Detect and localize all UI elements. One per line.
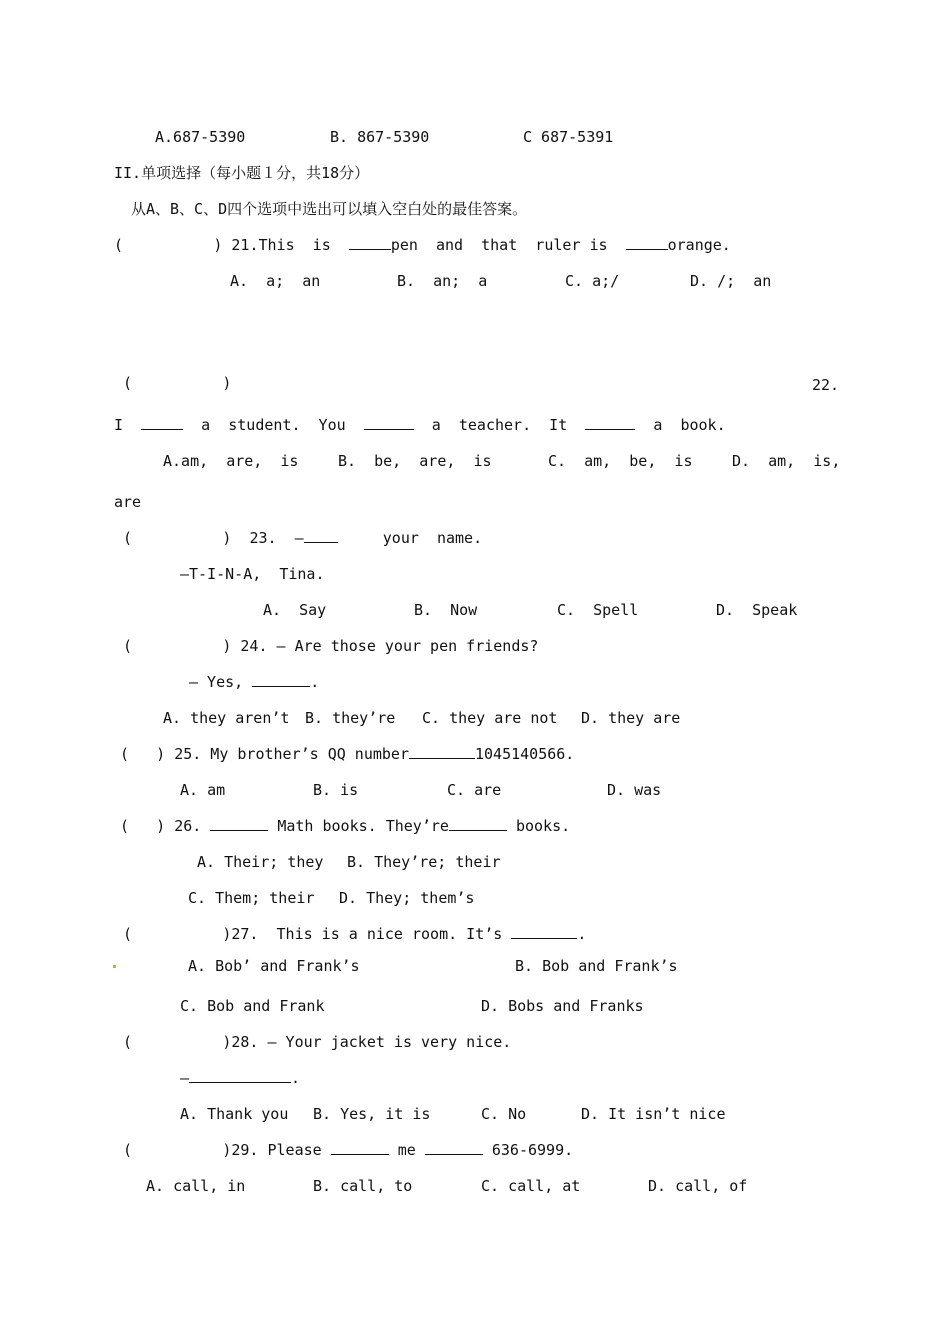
q23-stem-end: your name.: [382, 529, 483, 547]
q25-option-b: B. is: [313, 781, 359, 799]
q28-stem: [123, 1032, 511, 1052]
q25-option-d: D. was: [607, 781, 662, 799]
q26-stem: [120, 816, 570, 836]
q28-option-a: A. Thank you: [180, 1105, 289, 1123]
q20-option-a: A.687-5390: [155, 128, 246, 146]
q22-paren: ( ): [123, 374, 232, 392]
q27-option-b: B. Bob and Frank’s: [515, 957, 678, 975]
q27-blank: [511, 924, 577, 939]
q23-answer: —T-I-N-A, Tina.: [180, 565, 325, 583]
q26-blank-1: [210, 816, 268, 831]
q26-blank-2: [449, 816, 507, 831]
q22-blank-3: [585, 415, 635, 430]
q28-option-c: C. No: [481, 1105, 527, 1123]
q29-option-d: D. call, of: [648, 1177, 748, 1195]
q24-blank: [252, 672, 310, 687]
q25-option-a: A. am: [180, 781, 226, 799]
q26-stem-start: 26.: [174, 817, 211, 835]
q24-stem-text: 24. — Are those your pen friends?: [240, 637, 539, 655]
q23-paren: ( ): [123, 529, 232, 547]
q26-option-b: B. They’re; their: [347, 853, 501, 871]
q23-option-a: A. Say: [263, 601, 327, 619]
q22-option-b: B. be, are, is: [338, 452, 492, 470]
q27-stem-end: .: [577, 925, 587, 943]
q29-stem: [123, 1140, 573, 1160]
q22-part-1: I: [114, 416, 124, 434]
q21-option-b: B. an; a: [397, 272, 488, 290]
q27-option-a: A. Bob’ and Frank’s: [188, 957, 360, 975]
q21-option-c: C. a;/: [565, 272, 620, 290]
q24-option-d: D. they are: [581, 709, 681, 727]
q26-option-a: A. Their; they: [197, 853, 324, 871]
q26-stem-end: books.: [506, 817, 571, 835]
q21-option-a: A. a; an: [230, 272, 321, 290]
q23-option-d: D. Speak: [716, 601, 798, 619]
q25-option-c: C. are: [447, 781, 502, 799]
q25-stem-start: 25. My brother’s QQ number: [174, 745, 409, 763]
q23-option-c: C. Spell: [557, 601, 639, 619]
q28-answer-end: .: [291, 1069, 301, 1087]
q23-stem: [123, 528, 482, 548]
q22-blank-2: [364, 415, 414, 430]
q29-option-c: C. call, at: [481, 1177, 581, 1195]
q22-option-a: A.am, are, is: [163, 452, 299, 470]
q28-blank: [189, 1068, 291, 1083]
q28-answer-start: —: [180, 1069, 190, 1087]
q23-option-b: B. Now: [414, 601, 478, 619]
q22-stem: [114, 415, 726, 435]
q24-option-b: B. they’re: [305, 709, 396, 727]
q24-option-c: C. they are not: [422, 709, 558, 727]
q24-option-a: A. they aren’t: [163, 709, 290, 727]
q23-blank: [304, 528, 338, 543]
q24-answer: [189, 672, 319, 692]
q29-stem-mid: me: [388, 1141, 425, 1159]
q21-stem-end: orange.: [667, 236, 731, 254]
q21-stem: [114, 235, 731, 255]
q26-option-d: D. They; them’s: [339, 889, 475, 907]
q21-stem-start: 21.This is: [231, 236, 349, 254]
q22-option-d: D. am, is,: [732, 452, 841, 470]
q22-option-d-wrap: are: [114, 493, 142, 511]
q29-option-b: B. call, to: [313, 1177, 413, 1195]
q29-blank-2: [425, 1140, 483, 1155]
q22-number: 22.: [812, 376, 840, 394]
q20-option-b: B. 867-5390: [330, 128, 430, 146]
q22-part-2: a student. You: [201, 416, 346, 434]
q21-option-d: D. /; an: [690, 272, 772, 290]
q27-stem-start: 27. This is a nice room. It’s: [231, 925, 512, 943]
q21-paren: ( ): [114, 236, 223, 254]
q24-stem: [123, 636, 538, 656]
section-title: II.单项选择（每小题１分，共18分）: [114, 164, 370, 182]
stray-mark: [113, 965, 116, 968]
q22-part-3: a teacher. It: [431, 416, 568, 434]
q28-paren: ( ): [123, 1033, 232, 1051]
q25-blank: [409, 744, 475, 759]
section-instruction: 从A、B、C、D四个选项中选出可以填入空白处的最佳答案。: [131, 200, 528, 218]
q25-paren: ( ): [120, 745, 166, 763]
q20-option-c: C 687-5391: [523, 128, 614, 146]
q29-stem-start: 29. Please: [231, 1141, 331, 1159]
q28-answer: [180, 1068, 300, 1088]
q27-option-d: D. Bobs and Franks: [481, 997, 644, 1015]
q21-stem-mid: pen and that ruler is: [390, 236, 626, 254]
q29-blank-1: [331, 1140, 389, 1155]
q26-paren: ( ): [120, 817, 166, 835]
q29-paren: ( ): [123, 1141, 232, 1159]
q24-paren: ( ): [123, 637, 232, 655]
q27-stem: [123, 924, 586, 944]
q22-blank-1: [141, 415, 183, 430]
q23-stem-start: 23. —: [249, 529, 304, 547]
q22-part-4: a book.: [653, 416, 726, 434]
q28-stem-text: 28. — Your jacket is very nice.: [231, 1033, 512, 1051]
q29-option-a: A. call, in: [146, 1177, 246, 1195]
q25-stem: [120, 744, 574, 764]
q28-option-d: D. It isn’t nice: [581, 1105, 726, 1123]
q22-option-c: C. am, be, is: [548, 452, 693, 470]
q28-option-b: B. Yes, it is: [313, 1105, 431, 1123]
q25-stem-end: 1045140566.: [475, 745, 575, 763]
q21-blank-1: [349, 235, 391, 250]
q26-stem-mid: Math books. They’re: [268, 817, 449, 835]
q24-answer-start: — Yes,: [189, 673, 253, 691]
q27-option-c: C. Bob and Frank: [180, 997, 325, 1015]
q21-blank-2: [626, 235, 668, 250]
q24-answer-end: .: [310, 673, 320, 691]
q29-stem-end: 636-6999.: [482, 1141, 574, 1159]
q27-paren: ( ): [123, 925, 232, 943]
q26-option-c: C. Them; their: [188, 889, 315, 907]
